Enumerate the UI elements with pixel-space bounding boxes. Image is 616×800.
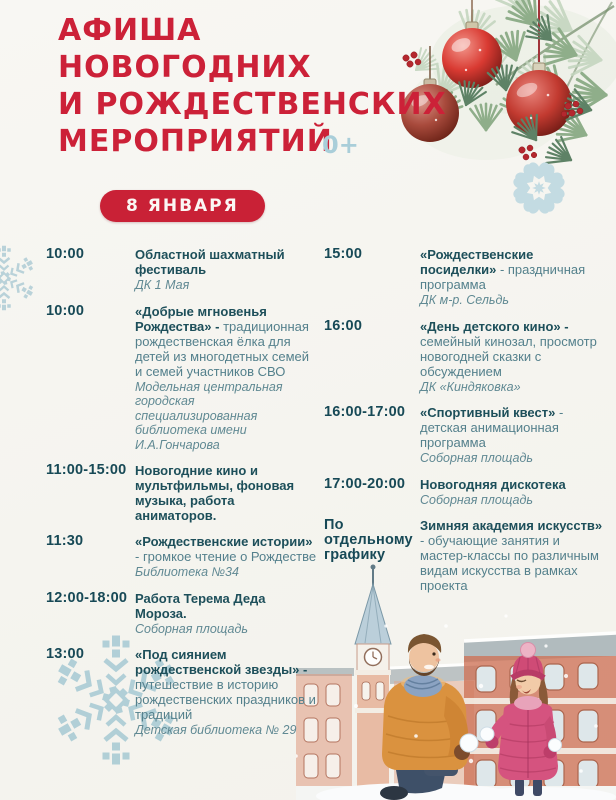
event-time: 13:00 — [46, 646, 85, 662]
event-venue: Соборная площадь — [135, 621, 248, 636]
poster-title-line: АФИША — [58, 13, 202, 48]
event-description — [135, 304, 318, 453]
event-description — [420, 319, 605, 395]
event-details: - обучающие занятия и мастер-классы по различным видам искусства в рамках проекта — [420, 533, 599, 593]
event-description — [135, 591, 318, 637]
heart-snowflake-icon — [510, 158, 568, 218]
event-title: Областной шахматный фестиваль — [135, 247, 285, 277]
event-time: 16:00 — [324, 317, 363, 334]
event-title: «Рождественские истории» — [135, 534, 313, 549]
event-time: 11:30 — [46, 533, 84, 549]
event-title: «Добрые мгновенья Рождества» - — [135, 303, 267, 334]
event-description — [135, 647, 318, 738]
event-time: По отдельному графику — [324, 517, 413, 563]
event-details: путешествие в историю рождественских праздников и традиций — [135, 677, 316, 722]
event-details: семейный кинозал, просмотр новогодней сказки с обсуждением — [420, 333, 597, 379]
event-description — [135, 463, 318, 523]
event-time: 10:00 — [46, 246, 85, 262]
event-title: «Спортивный квест» — [420, 405, 556, 420]
poster-title-line: МЕРОПРИЯТИЙ — [58, 124, 333, 159]
event-row — [324, 319, 605, 395]
event-description — [420, 477, 605, 508]
poster-title — [58, 12, 447, 160]
event-row — [324, 518, 605, 593]
event-description — [135, 247, 318, 293]
event-description — [135, 534, 318, 580]
event-row — [324, 247, 605, 308]
event-title: Работа Терема Деда Мороза. — [135, 590, 266, 621]
event-venue: Соборная площадь — [420, 451, 533, 465]
event-details: традиционная рождественская ёлка для детей из многодетных семей и семей участников СВО — [135, 318, 310, 379]
poster-title-line: НОВОГОДНИХ — [58, 50, 312, 85]
event-row — [46, 534, 318, 580]
event-time: 12:00-18:00 — [46, 589, 128, 606]
nordic-snowflake-small-icon — [0, 240, 42, 316]
event-row — [46, 591, 318, 637]
event-venue: Модельная центральная городская специализированная библиотека имени И.А.Гончарова — [135, 379, 283, 452]
event-row — [46, 463, 318, 523]
event-details: - громкое чтение о Рождестве — [135, 549, 317, 564]
event-time: 11:00-15:00 — [46, 462, 127, 478]
event-details: - праздничная программа — [420, 262, 586, 292]
event-venue: ДК 1 Мая — [135, 278, 190, 292]
event-row — [324, 405, 605, 466]
event-title: «День детского кино» - — [420, 318, 569, 334]
event-row — [46, 247, 318, 293]
event-row — [46, 304, 318, 453]
schedule-column-right — [324, 247, 605, 604]
date-badge: 8 ЯНВАРЯ — [100, 190, 265, 222]
schedule-column-left — [46, 247, 318, 749]
event-venue: Детская библиотека № 29 — [135, 723, 297, 737]
event-description — [420, 247, 605, 308]
event-venue: Библиотека №34 — [135, 565, 239, 579]
event-title: Зимняя академия искусств» — [420, 518, 603, 533]
event-description — [420, 405, 605, 466]
event-time: 10:00 — [46, 302, 85, 319]
event-title: Новогодние кино и мультфильмы, фоновая музыка, работа аниматоров. — [135, 463, 295, 523]
event-venue: ДК «Киндяковка» — [420, 379, 521, 394]
poster-title-line: И РОЖДЕСТВЕНСКИХ — [58, 87, 447, 122]
event-venue: ДК м-р. Сельдь — [420, 293, 509, 307]
event-time: 15:00 — [324, 246, 363, 262]
age-rating-badge: 0+ — [322, 131, 359, 159]
event-venue: Соборная площадь — [420, 492, 533, 507]
event-details: - детская анимационная программа — [420, 405, 564, 450]
event-time: 17:00-20:00 — [324, 475, 406, 492]
event-description — [420, 518, 605, 593]
event-title: «Рождественские посиделки» — [420, 247, 534, 277]
event-title: «Под сиянием рождественской звезды» - — [135, 647, 308, 677]
event-title: Новогодняя дискотека — [420, 476, 566, 492]
event-row — [324, 477, 605, 508]
event-time: 16:00-17:00 — [324, 404, 406, 420]
event-row — [46, 647, 318, 738]
